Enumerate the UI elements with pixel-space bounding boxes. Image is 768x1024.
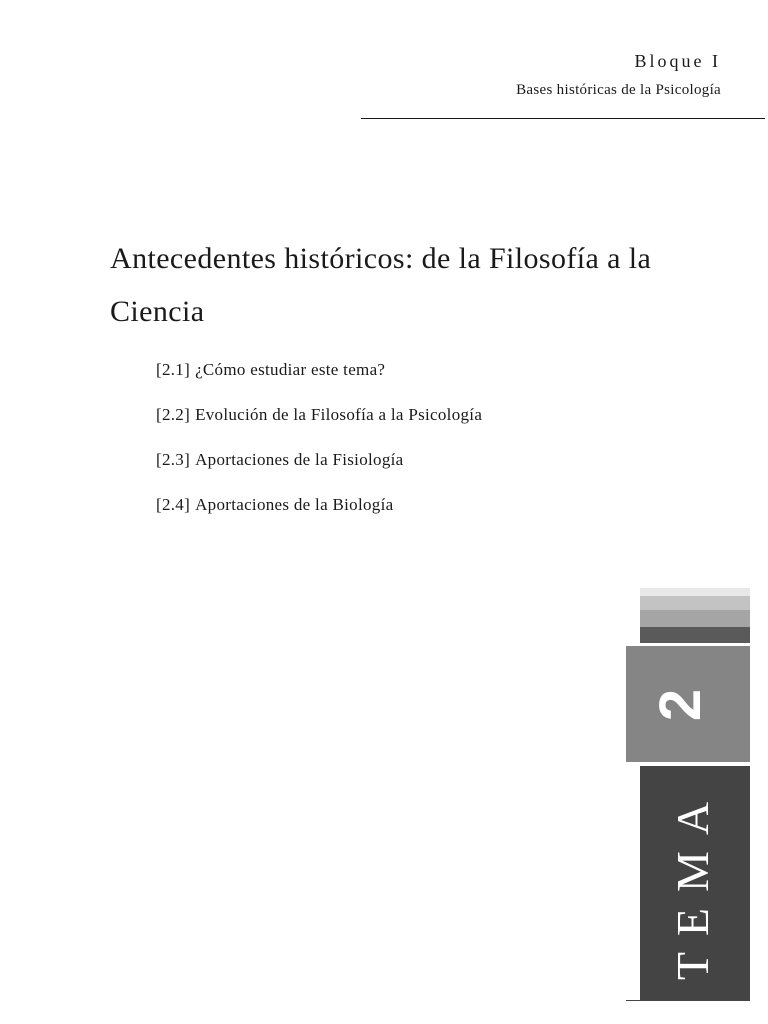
page-header: [516, 50, 721, 99]
tab-stripe: [640, 596, 750, 610]
bloque-label: Bloque I: [634, 51, 721, 71]
tema-label: TEMA: [667, 785, 718, 981]
toc-item-label: Aportaciones de la Biología: [195, 495, 394, 514]
header-divider: [361, 118, 765, 119]
chapter-number: 2: [647, 688, 713, 722]
toc-item-number: [2.3]: [156, 450, 191, 469]
chapter-title: Antecedentes históricos: de la Filosofía a la Ciencia: [110, 242, 652, 328]
toc-item: [156, 356, 482, 401]
toc-item-number: [2.2]: [156, 405, 191, 424]
tab-stripe: [640, 610, 750, 627]
toc-item-number: [2.1]: [156, 360, 191, 379]
toc-item: [156, 446, 482, 491]
toc-item-label: Aportaciones de la Fisiología: [195, 450, 404, 469]
toc-item: [156, 401, 482, 446]
toc-item-label: ¿Cómo estudiar este tema?: [195, 360, 386, 379]
bottom-divider: [626, 1000, 750, 1001]
tab-stripe: [640, 588, 750, 596]
table-of-contents: [156, 356, 482, 536]
bloque-subtitle: Bases históricas de la Psicología: [516, 82, 721, 98]
toc-item-number: [2.4]: [156, 495, 191, 514]
tab-stripe: [640, 627, 750, 643]
toc-item: [156, 491, 482, 536]
toc-item-label: Evolución de la Filosofía a la Psicología: [195, 405, 483, 424]
